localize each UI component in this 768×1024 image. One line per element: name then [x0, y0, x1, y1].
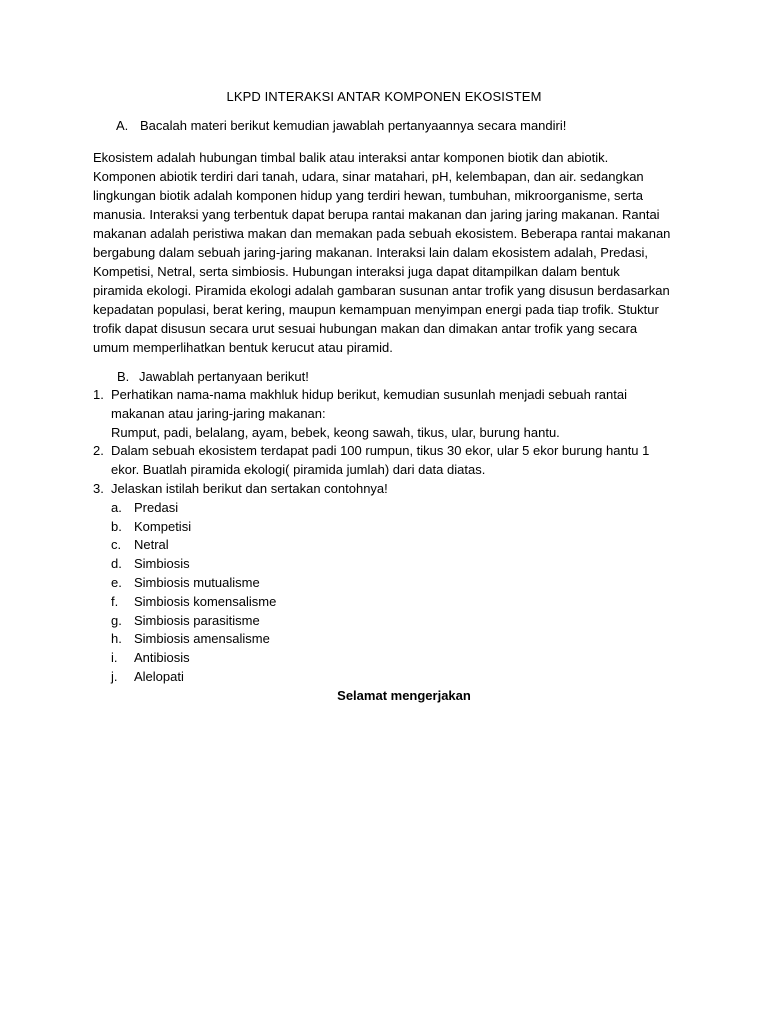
- question-2: [93, 442, 693, 461]
- question-text-line: Perhatikan nama-nama makhluk hidup berikut, kemudian susunlah menjadi sebuah rantai: [111, 387, 627, 402]
- term-text: Simbiosis parasitisme: [134, 612, 260, 628]
- term-letter: h.: [111, 631, 122, 647]
- term-text: Simbiosis komensalisme: [134, 593, 277, 609]
- paragraph-line: manusia. Interaksi yang terbentuk dapat berupa rantai makanan dan jaring jaring makanan. Rantai: [93, 207, 660, 222]
- term-letter: g.: [111, 612, 122, 628]
- term-letter: b.: [111, 518, 122, 534]
- reading-paragraph: [93, 148, 693, 357]
- paragraph-line: makanan adalah peristiwa makan dan memakan pada sebuah ekosistem. Beberapa rantai makanan: [93, 226, 671, 241]
- term-letter: j.: [111, 668, 118, 684]
- term-text: Netral: [134, 537, 169, 553]
- question-text-line: Rumput, padi, belalang, ayam, bebek, keong sawah, tikus, ular, burung hantu.: [111, 424, 560, 440]
- term-letter: f.: [111, 593, 119, 609]
- term-item: [93, 536, 693, 555]
- term-item: [93, 574, 693, 593]
- section-b-instruction: [117, 368, 309, 386]
- term-text: Simbiosis mutualisme: [134, 574, 260, 590]
- term-text: Simbiosis amensalisme: [134, 631, 270, 647]
- term-item: [93, 630, 693, 649]
- question-1-species-list: [93, 424, 693, 443]
- term-text: Kompetisi: [134, 518, 192, 534]
- term-letter: d.: [111, 556, 122, 572]
- term-letter: c.: [111, 537, 122, 553]
- term-item: [93, 612, 693, 631]
- question-1-continuation: [93, 405, 693, 424]
- term-item: [93, 593, 693, 612]
- closing-text: Selamat mengerjakan: [337, 688, 471, 703]
- question-1: [93, 386, 693, 405]
- document-title: LKPD INTERAKSI ANTAR KOMPONEN EKOSISTEM: [226, 89, 542, 104]
- question-2-continuation: [93, 461, 693, 480]
- term-text: Antibiosis: [134, 650, 190, 666]
- term-item: [93, 499, 693, 518]
- term-text: Predasi: [134, 499, 179, 515]
- question-text-line: Dalam sebuah ekosistem terdapat padi 100 rumpun, tikus 30 ekor, ular 5 ekor burung hantu 1: [111, 443, 650, 459]
- section-a-marker: A.: [116, 118, 129, 133]
- section-b-marker: B.: [117, 369, 130, 384]
- paragraph-line: lingkungan biotik adalah komponen hidup yang terdiri hewan, tumbuhan, mikroorganisme, serta: [93, 188, 643, 203]
- paragraph-line: trofik dapat disusun secara urut sesuai hubungan makan dan dimakan antar trofik yang secara: [93, 321, 638, 336]
- question-number: 3.: [93, 480, 104, 496]
- term-item: [93, 518, 693, 537]
- question-text-line: Jelaskan istilah berikut dan sertakan contohnya!: [111, 480, 388, 496]
- paragraph-line: bergabung dalam sebuah jaring-jaring makanan. Interaksi lain dalam ekosistem adalah, Predasi,: [93, 245, 648, 260]
- paragraph-line: Kompetisi, Netral, serta simbiosis. Hubungan interaksi juga dapat ditampilkan dalam bentuk: [93, 264, 620, 279]
- question-number: 2.: [93, 443, 104, 459]
- question-list: [93, 386, 693, 687]
- question-text-line: makanan atau jaring-jaring makanan:: [111, 405, 326, 421]
- paragraph-line: Komponen abiotik terdiri dari tanah, udara, sinar matahari, pH, kelembapan, dan air. sedangkan: [93, 169, 644, 184]
- paragraph-line: kepadatan populasi, berat kering, maupun kemampuan menyimpan energi pada tiap trofik. Stuktur: [93, 302, 659, 317]
- term-letter: i.: [111, 650, 118, 666]
- question-3: [93, 480, 693, 499]
- term-letter: e.: [111, 574, 122, 590]
- term-text: Simbiosis: [134, 556, 190, 572]
- question-number: 1.: [93, 387, 104, 402]
- paragraph-line: umum memperlihatkan bentuk kerucut atau piramid.: [93, 340, 393, 355]
- term-item: [93, 555, 693, 574]
- section-b-text: Jawablah pertanyaan berikut!: [139, 369, 309, 384]
- section-a-text: Bacalah materi berikut kemudian jawablah pertanyaannya secara mandiri!: [140, 118, 567, 133]
- term-letter: a.: [111, 499, 122, 515]
- term-item: [93, 668, 693, 687]
- term-item: [93, 649, 693, 668]
- question-text-line: ekor. Buatlah piramida ekologi( piramida jumlah) dari data diatas.: [111, 462, 486, 478]
- term-text: Alelopati: [134, 668, 184, 684]
- paragraph-line: Ekosistem adalah hubungan timbal balik atau interaksi antar komponen biotik dan abiotik.: [93, 150, 609, 165]
- paragraph-line: piramida ekologi. Piramida ekologi adalah gambaran susunan antar trofik yang disusun berdasarkan: [93, 283, 670, 298]
- section-a-instruction: [116, 117, 566, 135]
